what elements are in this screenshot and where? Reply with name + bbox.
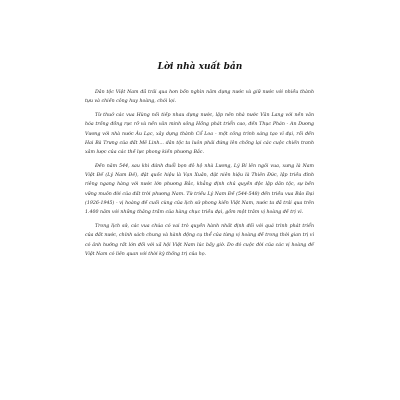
paragraph-4: Trong lịch sử, các vua chúa có vai trò quyền hành nhất định đối với quá trình phát triển của đất nước, chính sách chung và hành động cụ thể của từng vị hoàng đế trong thời gian trị vì có ảnh hưởng rất lớn đối với xã hội Việt Nam lúc bấy giờ. Do đó cuộc đời của các vị hoàng đế Việt Nam có liên quan với thời kỳ thống trị của họ. [85, 224, 314, 257]
paragraph-2: Từ thuở các vua Hùng nối tiếp nhau dựng nước, lập nên nhà nước Văn Lang với nền văn hóa trống đồng rực rỡ và nền văn minh sông Hồng phát triển cao, đến Thục Phán - An Dương Vương với nhà nước Âu Lạc, xây dựng thành Cổ Loa - một công trình sáng tạo vĩ đại, rồi đến Hai Bà Trưng của đất Mê Linh... dân tộc ta luôn phải đứng lên chống lại các cuộc chiến tranh xâm lược của các thế lực phong kiến phương Bắc. [85, 112, 314, 156]
page-title: Lời nhà xuất bản [157, 62, 243, 72]
body-text [85, 88, 314, 264]
paragraph-1: Dân tộc Việt Nam đã trải qua hơn bốn nghìn năm dựng nước và giữ nước với nhiều thành tựu và chiến công huy hoàng, chói lọi. [85, 90, 314, 105]
paragraph-3: Đến năm 544, sau khi đánh đuổi bọn đô hộ nhà Lương, Lý Bí lên ngôi vua, xưng là Nam Việt Đế (Lý Nam Đế), đặt quốc hiệu là Vạn Xuân, đặt niên hiệu là Thiên Đức, lập triều đình riêng ngang hàng với nước lớn phương Bắc, khẳng định chủ quyền độc lập dân tộc, sự bền vững muôn đời của đất trời phương Nam. Từ triều Lý Nam Đế (544-548) đến triều vua Bảo Đại (1926-1945) - vị hoàng đế cuối cùng của lịch sử phong kiến Việt Nam, nước ta đã trải qua trên 1.400 năm với những thăng trầm của hàng chục triều đại, gồm một trăm vị hoàng đế trị vì. [85, 163, 314, 216]
